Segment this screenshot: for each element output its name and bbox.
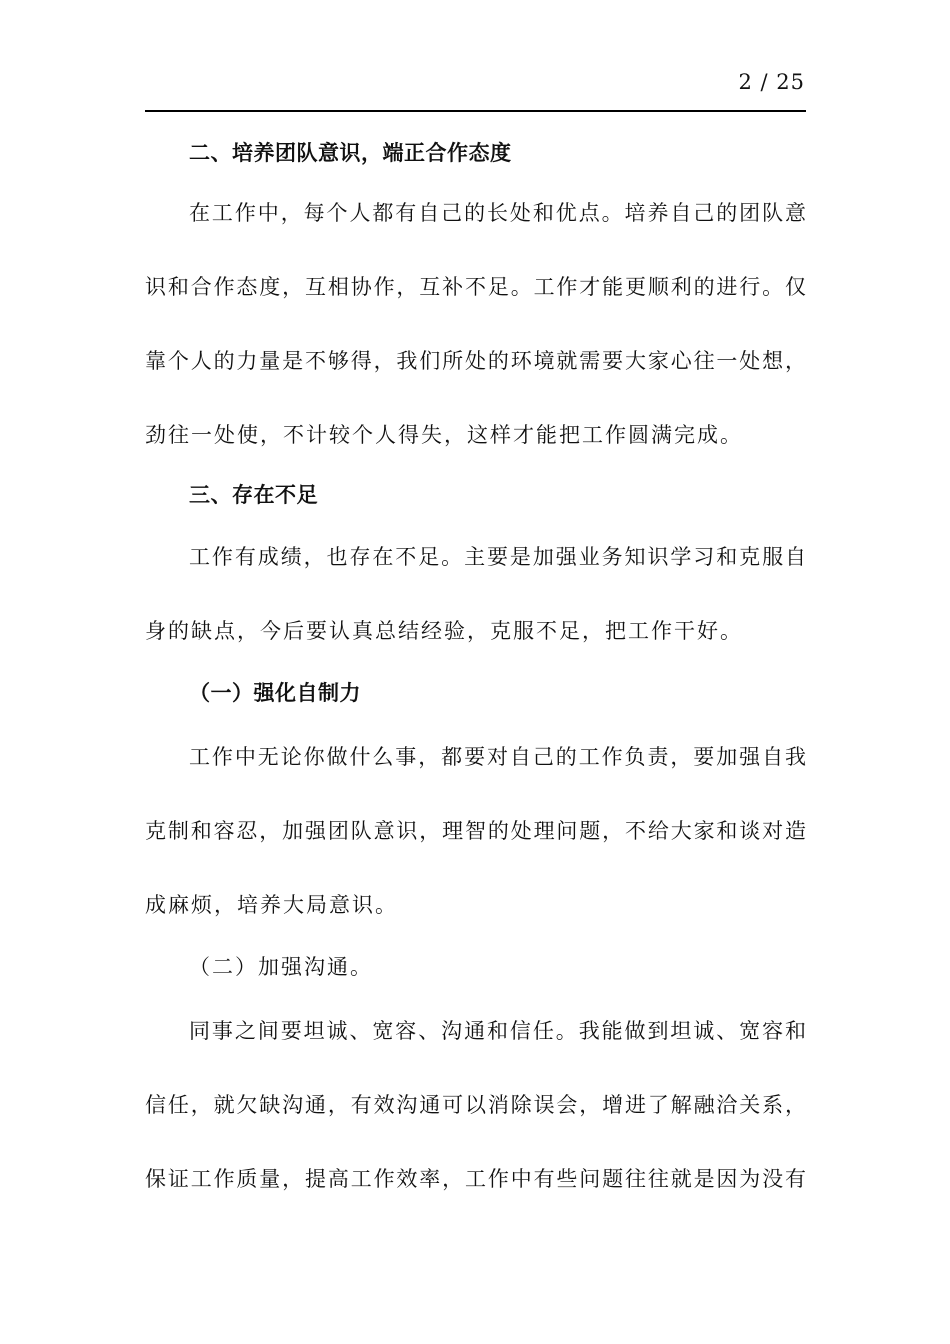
paragraph-line: 克制和容忍，加强团队意识，理智的处理问题，不给大家和谈对造: [145, 819, 806, 843]
header-rule: [145, 110, 806, 112]
paragraph-line: 保证工作质量，提高工作效率，工作中有些问题往往就是因为没有: [145, 1167, 806, 1191]
paragraph-line: 身的缺点，今后要认真总结经验，克服不足，把工作干好。: [145, 619, 743, 643]
section-heading-3: 三、存在不足: [189, 483, 318, 507]
paragraph-line: 劲往一处使，不计较个人得失，这样才能把工作圆满完成。: [145, 423, 743, 447]
subsection-heading-1: （一）强化自制力: [189, 681, 361, 705]
paragraph-line: 工作中无论你做什么事，都要对自己的工作负责，要加强自我: [189, 745, 806, 769]
paragraph-line: 在工作中，每个人都有自己的长处和优点。培养自己的团队意: [189, 201, 806, 225]
page-number: 2 / 25: [738, 70, 805, 94]
section-heading-2: 二、培养团队意识，端正合作态度: [189, 141, 512, 165]
subsection-heading-2: （二）加强沟通。: [189, 955, 373, 979]
paragraph-line: 工作有成绩，也存在不足。主要是加强业务知识学习和克服自: [189, 545, 806, 569]
paragraph-line: 靠个人的力量是不够得，我们所处的环境就需要大家心往一处想，: [145, 349, 806, 373]
paragraph-line: 成麻烦，培养大局意识。: [145, 893, 398, 917]
paragraph-line: 信任，就欠缺沟通，有效沟通可以消除误会，增进了解融洽关系，: [145, 1093, 806, 1117]
document-body: [145, 128, 806, 1228]
paragraph-line: 识和合作态度，互相协作，互补不足。工作才能更顺利的进行。仅: [145, 275, 806, 299]
paragraph-line: 同事之间要坦诚、宽容、沟通和信任。我能做到坦诚、宽容和: [189, 1019, 806, 1043]
